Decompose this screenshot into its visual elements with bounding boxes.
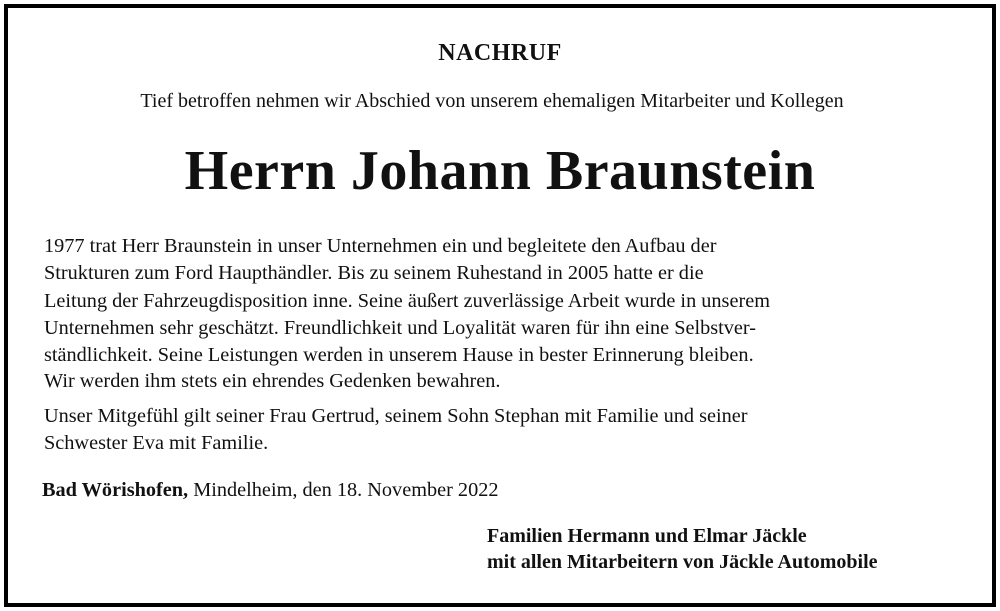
place-date: Mindelheim, den 18. November 2022 (188, 479, 499, 501)
signature-line-families: Familien Hermann und Elmar Jäckle (487, 525, 807, 547)
deceased-name: Herrn Johann Braunstein (184, 140, 816, 202)
notice-intro: Tief betroffen nehmen wir Abschied von unserem ehemaligen Mitarbeiter und Kollegen (140, 90, 844, 112)
signature-block (487, 523, 878, 575)
signature-line-company: mit allen Mitarbeitern von Jäckle Automobile (487, 551, 878, 573)
place-city: Bad Wörishofen, (42, 479, 189, 501)
body-paragraph-condolence: Unser Mitgefühl gilt seiner Frau Gertrud, seinem Sohn Stephan mit Familie und seiner Schwester Eva mit Familie. (44, 405, 748, 455)
notice-heading: NACHRUF (438, 40, 562, 66)
body-paragraph-career: 1977 trat Herr Braunstein in unser Unternehmen ein und begleitete den Aufbau der Strukturen zum Ford Haupthändler. Bis zu seinem Ruhestand in 2005 hatte er die Leitung der Fahrzeugdisposition inne. Seine äußert zuverlässige Arbeit wurde in unserem Unternehmen sehr geschätzt. Freundlichkeit und Loyalität waren für ihn eine Selbstver- ständlichkeit. Seine Leistungen werden in unserem Hause in bester Erinnerung bleiben. (44, 235, 770, 367)
place-date-line (42, 479, 499, 502)
body-paragraph-remembrance: Wir werden ihm stets ein ehrendes Gedenken bewahren. (44, 370, 501, 392)
